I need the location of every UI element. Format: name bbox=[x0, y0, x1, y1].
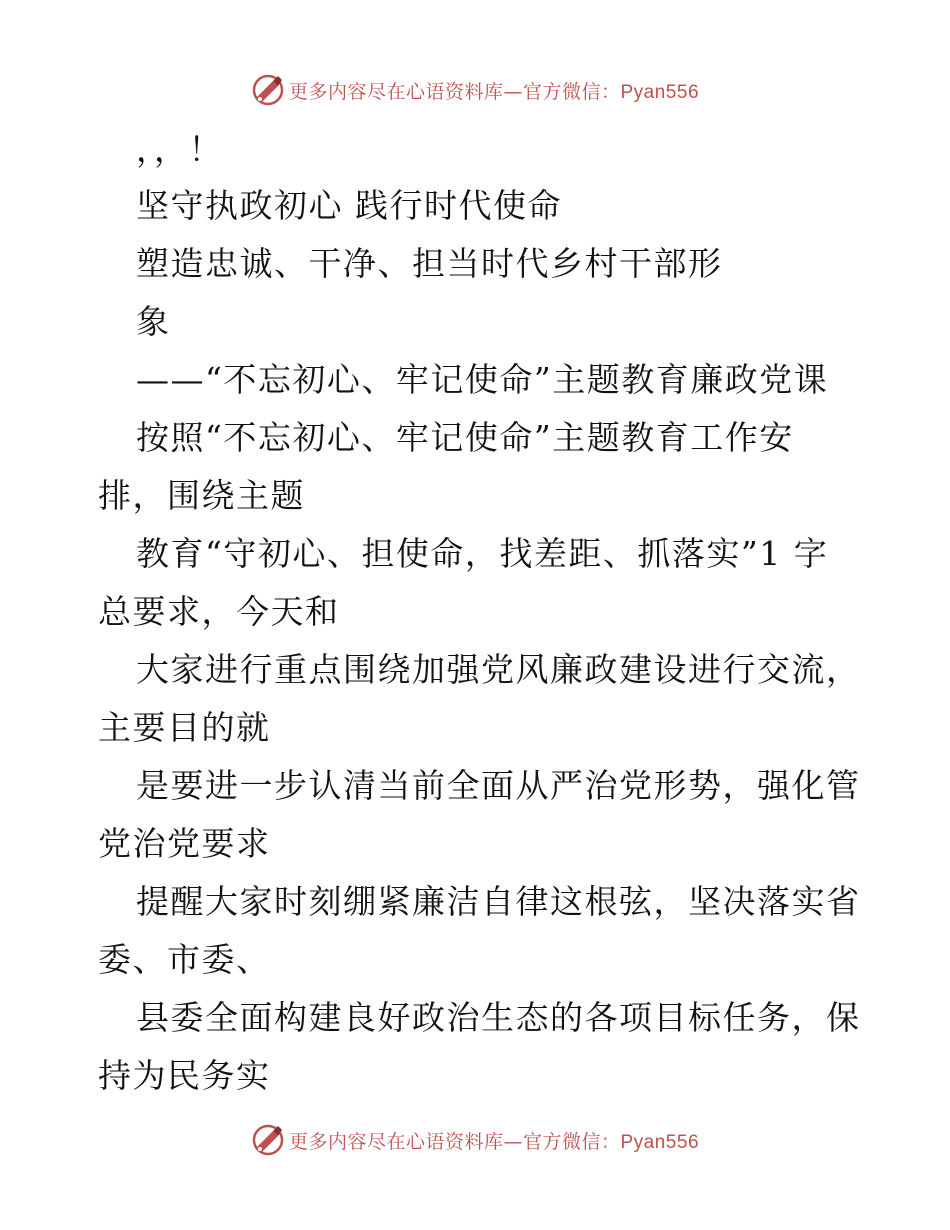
document-line: 主要目的就 bbox=[98, 708, 271, 747]
document-line: 总要求，今天和 bbox=[98, 592, 340, 631]
document-lecture-title: ——“不忘初心、牢记使命”主题教育廉政党课 bbox=[136, 360, 829, 399]
watermark-label: 更多内容尽在心语资料库—官方微信： bbox=[288, 80, 621, 103]
watermark-text bbox=[289, 1127, 699, 1154]
document-title: 坚守执政初心 践行时代使命 bbox=[136, 186, 562, 225]
document-line: 是要进一步认清当前全面从严治党形势，强化管 bbox=[136, 766, 861, 805]
document-line: 持为民务实 bbox=[98, 1056, 271, 1095]
document-line: 大家进行重点围绕加强党风廉政建设进行交流， bbox=[136, 650, 861, 689]
document-subtitle: 塑造忠诚、干净、担当时代乡村干部形 bbox=[136, 244, 723, 283]
document-line: 委、市委、 bbox=[98, 940, 271, 979]
document-line: 提醒大家时刻绷紧廉洁自律这根弦，坚决落实省 bbox=[136, 882, 861, 921]
document-line: 按照“不忘初心、牢记使命”主题教育工作安 bbox=[136, 418, 794, 457]
document-subtitle-cont: 象 bbox=[136, 302, 171, 341]
document-line: 排，围绕主题 bbox=[98, 476, 305, 515]
watermark-handle: Pyan556 bbox=[620, 1131, 700, 1153]
watermark-label: 更多内容尽在心语资料库—官方微信： bbox=[288, 1130, 621, 1153]
document-line: 教育“守初心、担使命，找差距、抓落实”1 字 bbox=[136, 534, 829, 573]
pen-logo-icon bbox=[251, 1123, 285, 1157]
document-line: 县委全面构建良好政治生态的各项目标任务，保 bbox=[136, 998, 861, 1037]
document-line: 党治党要求 bbox=[98, 824, 271, 863]
watermark-handle: Pyan556 bbox=[620, 81, 700, 103]
footer-watermark bbox=[0, 1120, 950, 1160]
document-line: ，，！ bbox=[136, 130, 223, 169]
